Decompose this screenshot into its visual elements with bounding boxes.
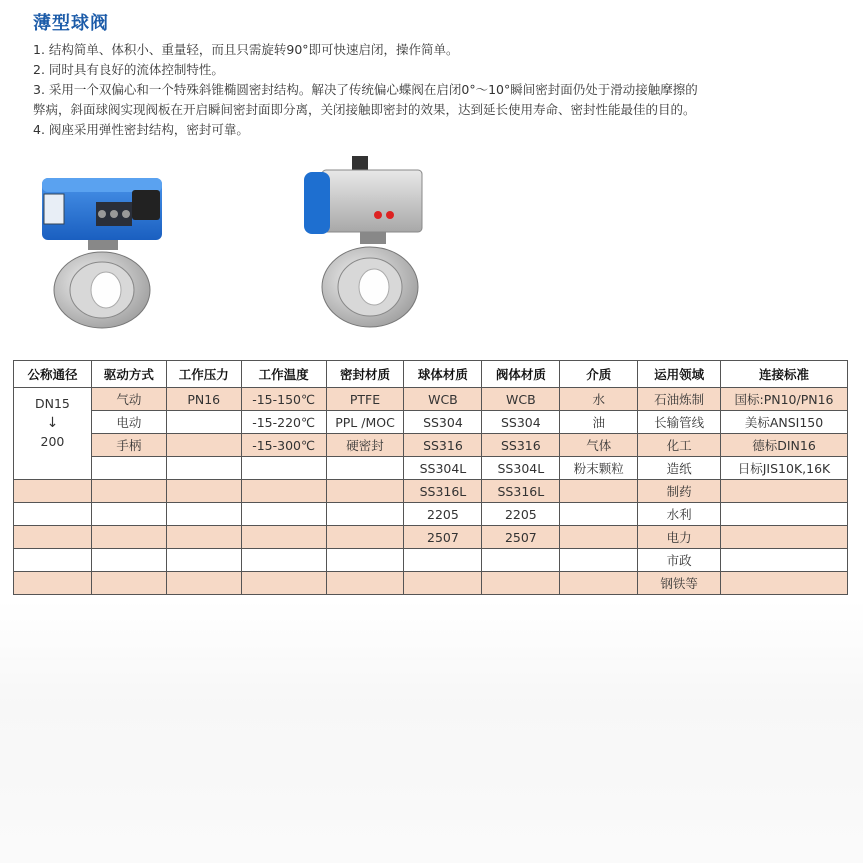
table-cell xyxy=(166,549,241,572)
table-cell: PTFE xyxy=(326,388,404,411)
pneumatic-actuator-valve-image xyxy=(300,152,430,342)
table-cell xyxy=(326,526,404,549)
feature-line-4: 弊病，斜面球阀实现阀板在开启瞬间密封面即分离，关闭接触即密封的效果，达到延长使用寿命、密封性能最佳的目的。 xyxy=(33,102,696,117)
down-arrow-icon: ↓ xyxy=(46,415,59,431)
table-cell xyxy=(326,572,404,595)
table-cell: 德标DIN16 xyxy=(721,434,848,457)
table-cell xyxy=(241,572,326,595)
header-seal-material: 密封材质 xyxy=(326,361,404,388)
table-cell xyxy=(14,503,92,526)
table-cell xyxy=(166,572,241,595)
feature-line-3: 3. 采用一个双偏心和一个特殊斜锥椭圆密封结构。解决了传统偏心蝶阀在启闭0°～10°瞬间密封面仍处于滑动接触摩擦的 xyxy=(33,82,698,97)
table-cell: 2205 xyxy=(404,503,482,526)
table-cell xyxy=(166,526,241,549)
page-title: 薄型球阀 xyxy=(33,13,109,34)
header-connection-standard: 连接标准 xyxy=(721,361,848,388)
table-cell: 制药 xyxy=(638,480,721,503)
table-cell: SS316 xyxy=(482,434,560,457)
table-row xyxy=(14,480,848,503)
table-cell: -15-300℃ xyxy=(241,434,326,457)
blank-background xyxy=(0,600,863,863)
table-cell xyxy=(14,526,92,549)
table-cell xyxy=(721,526,848,549)
table-cell: SS304 xyxy=(482,411,560,434)
table-cell xyxy=(14,549,92,572)
table-cell xyxy=(721,549,848,572)
table-cell xyxy=(326,480,404,503)
table-cell xyxy=(14,480,92,503)
table-cell: -15-150℃ xyxy=(241,388,326,411)
table-cell xyxy=(482,549,560,572)
table-cell: 国标:PN10/PN16 xyxy=(721,388,848,411)
table-cell: 2205 xyxy=(482,503,560,526)
table-cell: 造纸 xyxy=(638,457,721,480)
table-cell xyxy=(241,480,326,503)
table-cell: 钢铁等 xyxy=(638,572,721,595)
table-cell: WCB xyxy=(404,388,482,411)
table-cell: 2507 xyxy=(482,526,560,549)
table-cell: 日标JIS10K,16K xyxy=(721,457,848,480)
table-cell xyxy=(721,480,848,503)
table-cell xyxy=(241,549,326,572)
table-cell: 电力 xyxy=(638,526,721,549)
table-cell xyxy=(560,549,638,572)
table-row xyxy=(14,434,848,457)
table-cell: SS304 xyxy=(404,411,482,434)
table-cell: 气体 xyxy=(560,434,638,457)
table-cell: 2507 xyxy=(404,526,482,549)
table-cell: 水 xyxy=(560,388,638,411)
header-drive-mode: 驱动方式 xyxy=(91,361,166,388)
table-cell xyxy=(166,411,241,434)
header-ball-material: 球体材质 xyxy=(404,361,482,388)
table-cell xyxy=(560,503,638,526)
header-application: 运用领域 xyxy=(638,361,721,388)
table-cell: 手柄 xyxy=(91,434,166,457)
table-cell xyxy=(482,572,560,595)
table-cell xyxy=(166,503,241,526)
table-cell xyxy=(241,503,326,526)
table-row xyxy=(14,503,848,526)
table-cell: PN16 xyxy=(166,388,241,411)
table-row xyxy=(14,411,848,434)
table-cell: 美标ANSI150 xyxy=(721,411,848,434)
table-cell xyxy=(91,503,166,526)
table-cell xyxy=(560,572,638,595)
table-cell: 化工 xyxy=(638,434,721,457)
nominal-diameter-range xyxy=(14,388,92,480)
header-working-temperature: 工作温度 xyxy=(241,361,326,388)
feature-line-2: 2. 同时具有良好的流体控制特性。 xyxy=(33,62,224,77)
table-cell: 气动 xyxy=(91,388,166,411)
table-cell xyxy=(14,572,92,595)
table-cell: 长输管线 xyxy=(638,411,721,434)
table-cell: 粉末颗粒 xyxy=(560,457,638,480)
table-row xyxy=(14,457,848,480)
spec-table xyxy=(13,360,848,595)
table-cell xyxy=(91,457,166,480)
table-cell: 水利 xyxy=(638,503,721,526)
table-cell xyxy=(166,457,241,480)
table-cell xyxy=(166,434,241,457)
table-cell xyxy=(91,480,166,503)
table-row xyxy=(14,526,848,549)
electric-actuator-valve-image xyxy=(36,150,176,340)
table-cell xyxy=(560,526,638,549)
table-cell: SS304L xyxy=(482,457,560,480)
header-nominal-diameter: 公称通径 xyxy=(14,361,92,388)
table-row xyxy=(14,549,848,572)
table-cell: 硬密封 xyxy=(326,434,404,457)
table-cell: SS304L xyxy=(404,457,482,480)
table-cell: 电动 xyxy=(91,411,166,434)
table-cell xyxy=(326,549,404,572)
table-header-row xyxy=(14,361,848,388)
table-cell xyxy=(560,480,638,503)
table-cell: -15-220℃ xyxy=(241,411,326,434)
table-cell xyxy=(91,526,166,549)
table-cell xyxy=(721,572,848,595)
table-cell xyxy=(91,549,166,572)
header-body-material: 阀体材质 xyxy=(482,361,560,388)
table-cell: WCB xyxy=(482,388,560,411)
header-working-pressure: 工作压力 xyxy=(166,361,241,388)
feature-line-1: 1. 结构简单、体积小、重量轻，而且只需旋转90°即可快速启闭，操作简单。 xyxy=(33,42,459,57)
table-cell: SS316L xyxy=(404,480,482,503)
table-cell xyxy=(404,549,482,572)
table-cell xyxy=(91,572,166,595)
dn-from: DN15 xyxy=(35,396,70,411)
table-cell xyxy=(326,503,404,526)
feature-line-5: 4. 阀座采用弹性密封结构，密封可靠。 xyxy=(33,122,249,137)
table-row xyxy=(14,388,848,411)
table-cell xyxy=(404,572,482,595)
table-cell: SS316 xyxy=(404,434,482,457)
table-cell xyxy=(326,457,404,480)
header-medium: 介质 xyxy=(560,361,638,388)
table-row xyxy=(14,572,848,595)
dn-to: 200 xyxy=(40,434,65,449)
table-cell: 油 xyxy=(560,411,638,434)
table-cell: 市政 xyxy=(638,549,721,572)
table-cell: PPL /MOC xyxy=(326,411,404,434)
table-cell xyxy=(721,503,848,526)
table-cell xyxy=(241,526,326,549)
table-cell: 石油炼制 xyxy=(638,388,721,411)
table-cell xyxy=(241,457,326,480)
feature-list xyxy=(33,40,833,140)
table-cell: SS316L xyxy=(482,480,560,503)
table-cell xyxy=(166,480,241,503)
